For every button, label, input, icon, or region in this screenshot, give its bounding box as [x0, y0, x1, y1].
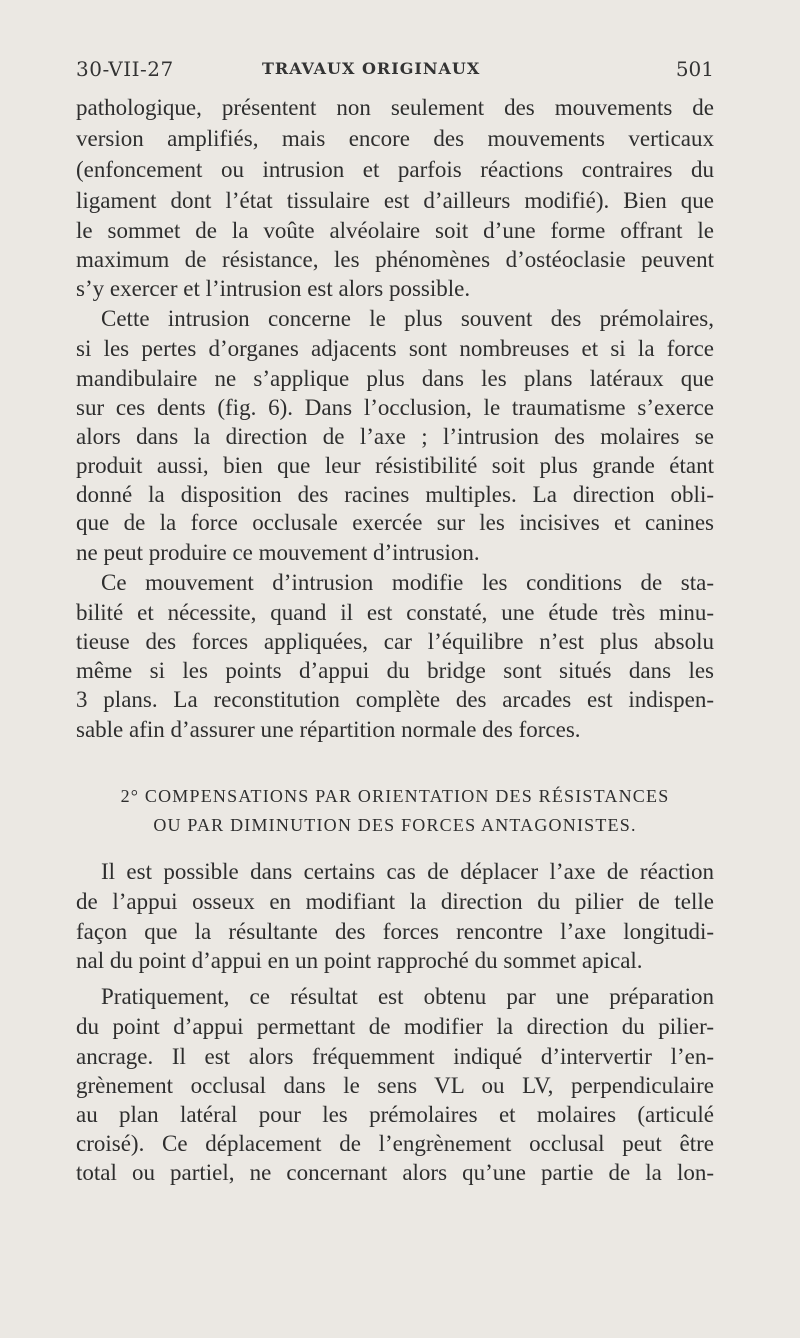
page-number: 501 [675, 57, 714, 81]
text-line: même si les points d’appui du bridge sont situés dans les [76, 658, 714, 683]
header-date: 30-VII-27 [76, 57, 174, 81]
text-line: version amplifiés, mais encore des mouvements verticaux [76, 126, 714, 151]
text-line: donné la disposition des racines multiples. La direction obli- [76, 482, 714, 507]
text-line: le sommet de la voûte alvéolaire soit d’une forme offrant le [76, 218, 714, 243]
text-line: produit aussi, bien que leur résistibilité soit plus grande étant [76, 453, 714, 478]
running-header [76, 57, 714, 87]
text-line: Il est possible dans certains cas de déplacer l’axe de réaction [101, 859, 714, 884]
text-line: alors dans la direction de l’axe ; l’intrusion des molaires se [76, 424, 714, 449]
text-line: 3 plans. La reconstitution complète des arcades est indispen- [76, 687, 714, 712]
text-line: grènement occlusal dans le sens VL ou LV, perpendiculaire [76, 1073, 714, 1098]
text-line: mandibulaire ne s’applique plus dans les plans latéraux que [76, 366, 714, 391]
text-line: au plan latéral pour les prémolaires et molaires (articulé [76, 1102, 714, 1127]
text-line: maximum de résistance, les phénomènes d’ostéoclasie peuvent [76, 247, 714, 272]
text-line: sable afin d’assurer une répartition normale des forces. [76, 717, 581, 742]
text-line: de l’appui osseux en modifiant la direction du pilier de telle [76, 889, 714, 914]
header-title: TRAVAUX ORIGINAUX [262, 59, 481, 78]
section-heading-line: OU PAR DIMINUTION DES FORCES ANTAGONISTES. [153, 815, 637, 835]
text-line: du point d’appui permettant de modifier la direction du pilier- [76, 1014, 714, 1039]
text-line: ligament dont l’état tissulaire est d’ailleurs modifié). Bien que [76, 188, 714, 213]
text-line: Cette intrusion concerne le plus souvent des prémolaires, [101, 306, 714, 331]
text-line: ancrage. Il est alors fréquemment indiqué d’intervertir l’en- [76, 1044, 714, 1069]
section-heading-line: 2° COMPENSATIONS PAR ORIENTATION DES RÉSISTANCES [120, 786, 670, 806]
text-line: si les pertes d’organes adjacents sont nombreuses et si la force [76, 336, 714, 361]
text-line: que de la force occlusale exercée sur les incisives et canines [76, 510, 714, 535]
text-line: (enfoncement ou intrusion et parfois réactions contraires du [76, 157, 714, 182]
text-line: tieuse des forces appliquées, car l’équilibre n’est plus absolu [76, 629, 714, 654]
text-line: Ce mouvement d’intrusion modifie les conditions de sta- [101, 570, 714, 595]
text-line: ne peut produire ce mouvement d’intrusion. [76, 540, 480, 565]
text-line: s’y exercer et l’intrusion est alors possible. [76, 276, 471, 301]
text-line: nal du point d’appui en un point rapproché du sommet apical. [76, 948, 643, 973]
text-line: Pratiquement, ce résultat est obtenu par une préparation [101, 984, 714, 1009]
text-line: sur ces dents (fig. 6). Dans l’occlusion, le traumatisme s’exerce [76, 395, 714, 420]
text-line: pathologique, présentent non seulement des mouvements de [76, 95, 714, 120]
text-line: total ou partiel, ne concernant alors qu’une partie de la lon- [76, 1160, 714, 1185]
text-line: façon que la résultante des forces rencontre l’axe longitudi- [76, 919, 714, 944]
text-line: croisé). Ce déplacement de l’engrènement occlusal peut être [76, 1131, 714, 1156]
text-line: bilité et nécessite, quand il est constaté, une étude très minu- [76, 600, 714, 625]
